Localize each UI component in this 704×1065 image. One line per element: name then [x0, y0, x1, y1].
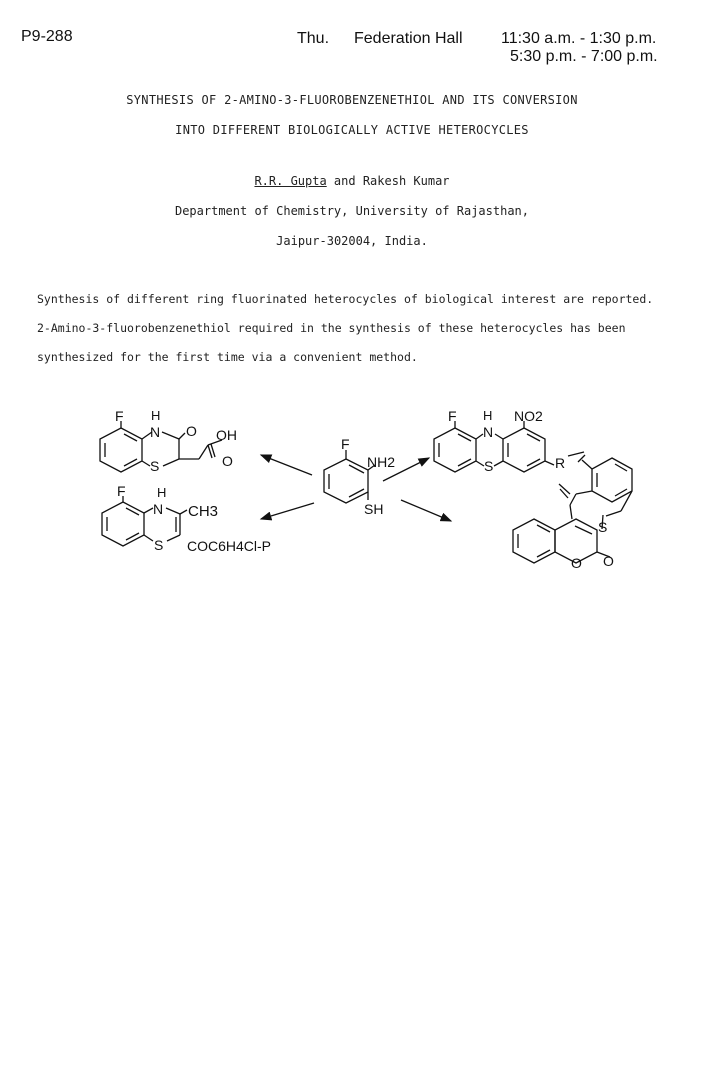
tl-h-label: H — [151, 408, 161, 423]
session-venue: Federation Hall — [354, 30, 463, 47]
tl-f-label: F — [115, 408, 124, 424]
arrow-to-benzothiazinone — [261, 455, 312, 475]
bl-ch3-label: CH3 — [188, 503, 219, 520]
br-ring-o-label: O — [571, 555, 582, 571]
tl-n-label: N — [150, 424, 161, 440]
address: Jaipur-302004, India. — [276, 234, 428, 248]
tr-s-label: S — [484, 458, 494, 474]
paper-title-line-2: INTO DIFFERENT BIOLOGICALLY ACTIVE HETEROCYCLES — [175, 123, 529, 137]
tl-oh-label: OH — [216, 427, 237, 443]
co-author: and Rakesh Kumar — [326, 174, 450, 188]
tr-n-label: N — [483, 424, 494, 440]
tr-no2-label: NO2 — [514, 408, 543, 424]
bl-h-label: H — [157, 485, 167, 500]
tr-f-label: F — [448, 408, 457, 424]
session-day: Thu. — [297, 30, 330, 47]
bl-substituent-label: COC6H4Cl-P — [187, 538, 272, 554]
paper-title-line-1: SYNTHESIS OF 2-AMINO-3-FLUOROBENZENETHIOL AND ITS CONVERSION — [126, 93, 578, 107]
coumarin-product-structure — [513, 455, 632, 571]
tr-r-label: R — [555, 455, 566, 471]
center-nh2-label: NH2 — [367, 454, 396, 470]
session-time-1: 11:30 a.m. - 1:30 p.m. — [501, 30, 657, 47]
center-f-label: F — [341, 436, 350, 452]
tr-r-bond — [568, 452, 584, 456]
benzothiazinone-structure — [100, 408, 237, 474]
tl-s-label: S — [150, 458, 160, 474]
abstract-body: Synthesis of different ring fluorinated heterocycles of biological interest are reported. 2-Amino-3-fluorobenzenethiol required in the synthesis of these heterocycles has been synthesized for the first time via a convenient method. — [37, 292, 654, 364]
phenothiazine-structure — [434, 408, 584, 474]
br-s-label: S — [598, 519, 608, 535]
br-carbonyl-o-label: O — [603, 553, 614, 569]
abstract-code: P9-288 — [21, 28, 73, 45]
arrow-to-coumarin-product — [401, 500, 451, 521]
tl-carbonyl-o: O — [186, 423, 197, 439]
presenting-author: R.R. Gupta — [254, 174, 327, 188]
starting-material-structure — [324, 436, 395, 517]
affiliation: Department of Chemistry, University of Rajasthan, — [174, 204, 529, 218]
arrow-to-benzothiazine — [261, 503, 314, 519]
benzothiazine-structure — [102, 483, 271, 554]
tl-acid-o: O — [222, 453, 233, 469]
bl-s-label: S — [154, 537, 164, 553]
bl-f-label: F — [117, 483, 126, 499]
center-sh-label: SH — [364, 501, 384, 517]
bl-n-label: N — [153, 501, 164, 517]
tr-h-label: H — [483, 408, 493, 423]
session-time-2: 5:30 p.m. - 7:00 p.m. — [510, 48, 658, 65]
